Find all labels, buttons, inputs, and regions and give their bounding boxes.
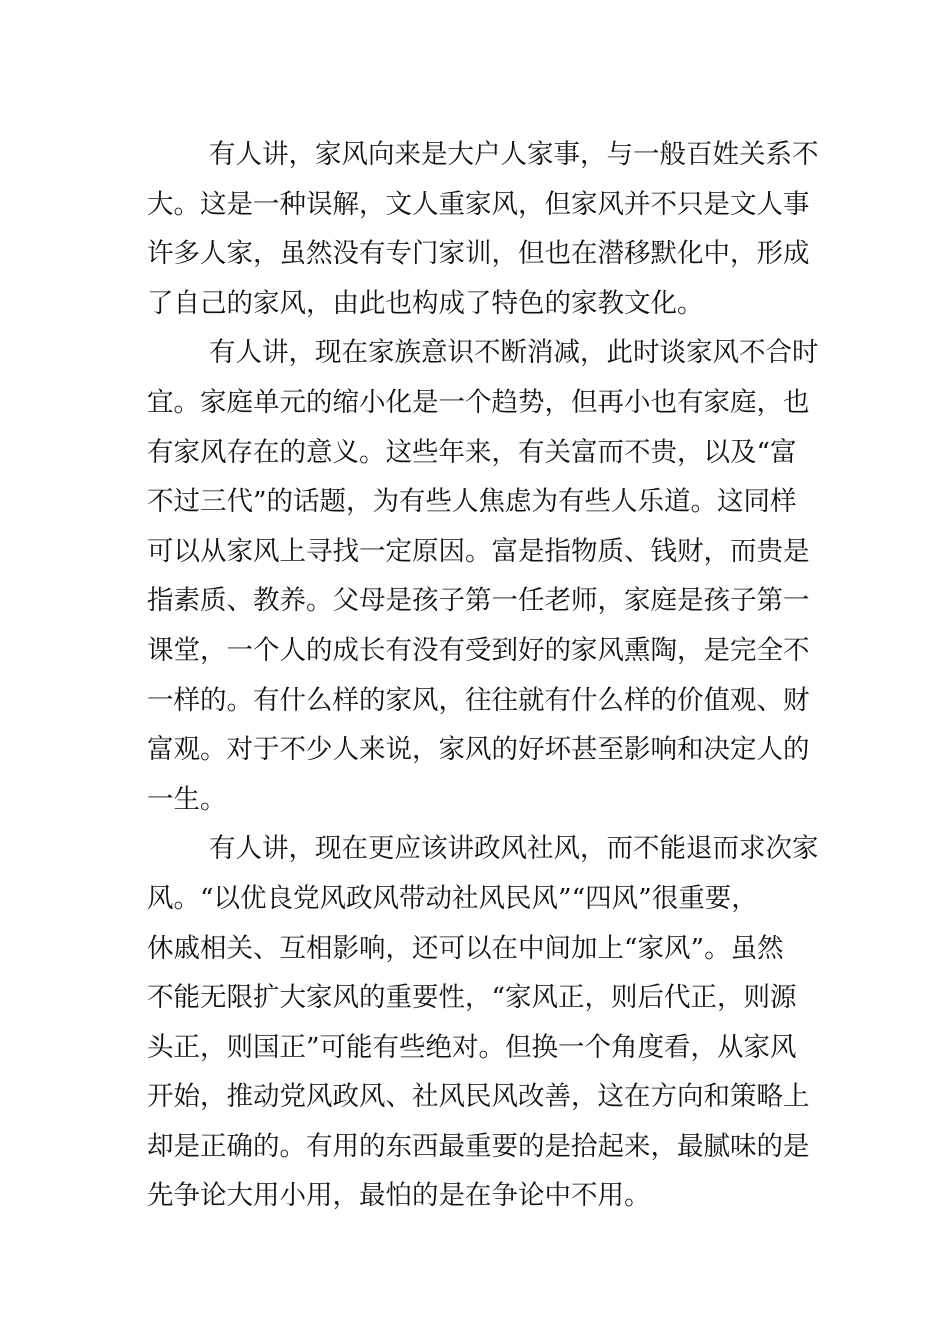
paragraph-line: 开始，推动党风政风、社风民风改善，这在方向和策略上	[147, 1081, 810, 1113]
paragraph-line: 宜。家庭单元的缩小化是一个趋势，但再小也有家庭，也	[147, 386, 810, 418]
paragraph-line: 风。“以优良党风政风带动社风民风”“四风”很重要，	[147, 882, 758, 914]
paragraph-line: 可以从家风上寻找一定原因。富是指物质、钱财，而贵是	[147, 535, 810, 567]
paragraph-line: 了自己的家风，由此也构成了特色的家教文化。	[147, 287, 704, 319]
paragraph-line: 有人讲，现在家族意识不断消减，此时谈家风不合时	[209, 337, 819, 369]
document-body	[147, 130, 819, 1221]
paragraph-3	[147, 824, 819, 1221]
paragraph-line: 休戚相关、互相影响，还可以在中间加上“家风”。虽然	[147, 932, 784, 964]
paragraph-line: 先争论大用小用，最怕的是在争论中不用。	[147, 1180, 651, 1212]
paragraph-line: 有人讲，现在更应该讲政风社风，而不能退而求次家	[209, 833, 819, 865]
paragraph-line: 大。这是一种误解，文人重家风，但家风并不只是文人事	[147, 188, 810, 220]
paragraph-line: 不能无限扩大家风的重要性，“家风正，则后代正，则源	[147, 982, 797, 1014]
paragraph-2	[147, 328, 819, 824]
paragraph-line: 不过三代”的话题，为有些人焦虑为有些人乐道。这同样	[147, 486, 797, 518]
paragraph-1	[147, 130, 819, 328]
paragraph-line: 一生。	[147, 783, 227, 815]
paragraph-line: 许多人家，虽然没有专门家训，但也在潜移默化中，形成	[147, 238, 810, 270]
paragraph-line: 指素质、教养。父母是孩子第一任老师，家庭是孩子第一	[147, 585, 810, 617]
paragraph-line: 有家风存在的意义。这些年来，有关富而不贵，以及“富	[147, 436, 797, 468]
paragraph-line: 一样的。有什么样的家风，往往就有什么样的价值观、财	[147, 684, 810, 716]
paragraph-line: 头正，则国正”可能有些绝对。但换一个角度看，从家风	[147, 1031, 797, 1063]
paragraph-line: 课堂，一个人的成长有没有受到好的家风熏陶，是完全不	[147, 634, 810, 666]
paragraph-line: 有人讲，家风向来是大户人家事，与一般百姓关系不	[209, 139, 819, 170]
paragraph-line: 富观。对于不少人来说，家风的好坏甚至影响和决定人的	[147, 734, 810, 766]
paragraph-line: 却是正确的。有用的东西最重要的是拾起来，最腻味的是	[147, 1130, 810, 1162]
